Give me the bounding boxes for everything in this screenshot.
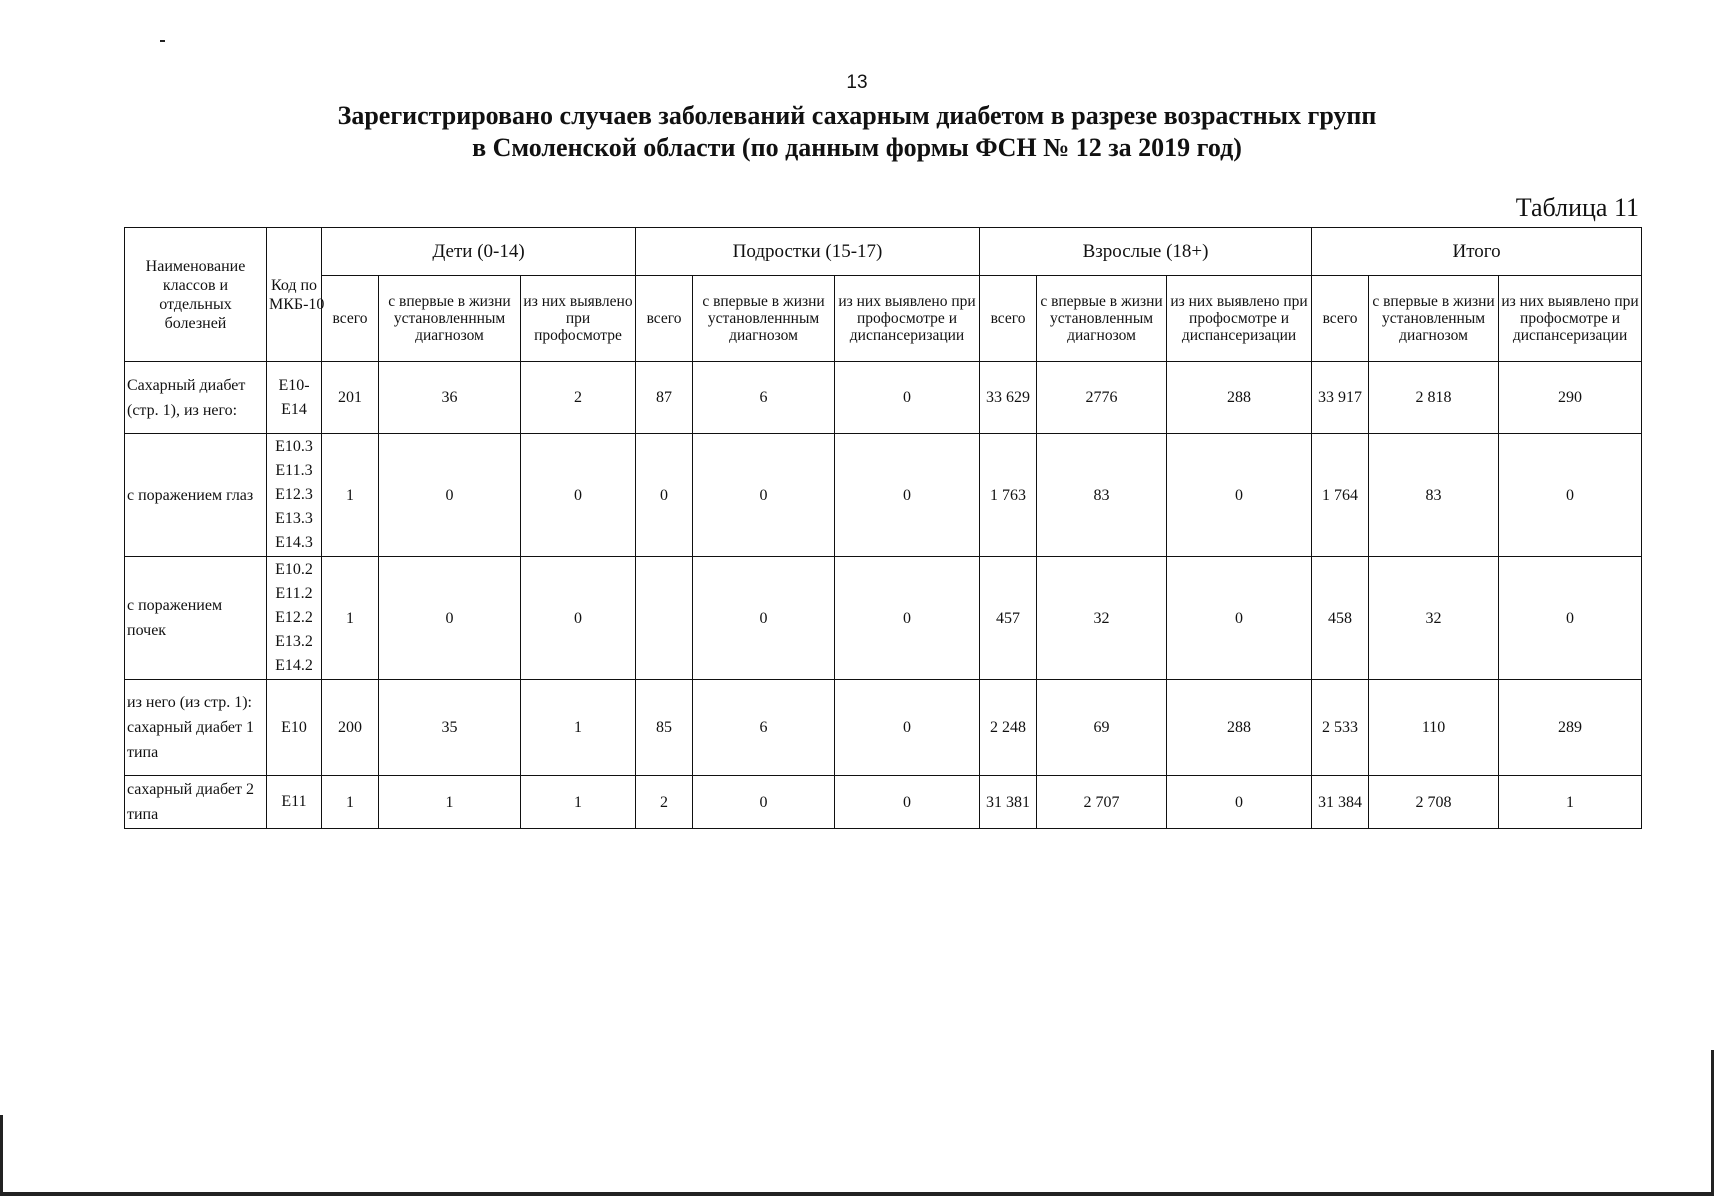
cell-value: 0 bbox=[835, 680, 980, 776]
header-icd-code: Код по МКБ-10 bbox=[267, 228, 322, 362]
table-row bbox=[125, 776, 1642, 829]
header-adults-first-time: с впервые в жизни установленным диагнозом bbox=[1037, 276, 1167, 362]
table-header-row-subcolumns bbox=[125, 276, 1642, 362]
scan-edge-bottom bbox=[0, 1192, 1714, 1196]
cell-value: 87 bbox=[636, 362, 693, 434]
cell-value: 31 384 bbox=[1312, 776, 1369, 829]
document-title-line-2: в Смоленской области (по данным формы ФСН № 12 за 2019 год) bbox=[472, 133, 1242, 162]
cell-value: 6 bbox=[693, 680, 835, 776]
cell-value: 1 bbox=[1499, 776, 1642, 829]
cell-value: 0 bbox=[1499, 434, 1642, 557]
cell-value: 0 bbox=[379, 434, 521, 557]
cell-value: 69 bbox=[1037, 680, 1167, 776]
table-header-row-groups bbox=[125, 228, 1642, 276]
cell-value: 1 bbox=[322, 434, 379, 557]
diabetes-statistics-table bbox=[124, 227, 1642, 829]
header-children-total: всего bbox=[322, 276, 379, 362]
cell-value: 2 818 bbox=[1369, 362, 1499, 434]
cell-value: 83 bbox=[1369, 434, 1499, 557]
table-row bbox=[125, 557, 1642, 680]
cell-value: 2 707 bbox=[1037, 776, 1167, 829]
cell-value: 0 bbox=[1167, 557, 1312, 680]
row-icd-code: E10 bbox=[267, 680, 322, 776]
header-total-total: всего bbox=[1312, 276, 1369, 362]
cell-value: 0 bbox=[1499, 557, 1642, 680]
row-disease-name: с поражением глаз bbox=[125, 434, 267, 557]
document-title-line-1: Зарегистрировано случаев заболеваний сахарным диабетом в разрезе возрастных групп bbox=[337, 101, 1377, 130]
header-children-detected: из них выявлено при профосмотре bbox=[521, 276, 636, 362]
cell-value: 1 bbox=[521, 680, 636, 776]
header-group-total: Итого bbox=[1312, 228, 1642, 276]
cell-value: 0 bbox=[693, 434, 835, 557]
cell-value: 1 763 bbox=[980, 434, 1037, 557]
cell-value: 457 bbox=[980, 557, 1037, 680]
cell-value: 201 bbox=[322, 362, 379, 434]
cell-value: 35 bbox=[379, 680, 521, 776]
cell-value: 1 bbox=[322, 776, 379, 829]
document-title bbox=[0, 100, 1714, 164]
row-disease-name: Сахарный диабет (стр. 1), из него: bbox=[125, 362, 267, 434]
cell-value: 2 708 bbox=[1369, 776, 1499, 829]
header-group-adults: Взрослые (18+) bbox=[980, 228, 1312, 276]
cell-value: 0 bbox=[379, 557, 521, 680]
cell-value: 6 bbox=[693, 362, 835, 434]
header-group-adolescents: Подростки (15-17) bbox=[636, 228, 980, 276]
cell-value: 288 bbox=[1167, 680, 1312, 776]
cell-value: 0 bbox=[693, 776, 835, 829]
cell-value: 2 248 bbox=[980, 680, 1037, 776]
header-total-detected: из них выявлено при профосмотре и диспансеризации bbox=[1499, 276, 1642, 362]
cell-value: 0 bbox=[521, 434, 636, 557]
cell-value: 200 bbox=[322, 680, 379, 776]
cell-value: 0 bbox=[693, 557, 835, 680]
cell-value: 33 629 bbox=[980, 362, 1037, 434]
cell-value bbox=[636, 557, 693, 680]
cell-value: 2 533 bbox=[1312, 680, 1369, 776]
cell-value: 289 bbox=[1499, 680, 1642, 776]
scan-edge-left bbox=[0, 1115, 3, 1195]
row-icd-code: E11 bbox=[267, 776, 322, 829]
row-disease-name: сахарный диабет 2 типа bbox=[125, 776, 267, 829]
cell-value: 0 bbox=[636, 434, 693, 557]
header-adolescents-detected: из них выявлено при профосмотре и диспансеризации bbox=[835, 276, 980, 362]
cell-value: 288 bbox=[1167, 362, 1312, 434]
header-adolescents-first-time: с впервые в жизни установленнным диагнозом bbox=[693, 276, 835, 362]
cell-value: 85 bbox=[636, 680, 693, 776]
header-adolescents-total: всего bbox=[636, 276, 693, 362]
cell-value: 0 bbox=[1167, 434, 1312, 557]
row-disease-name: из него (из стр. 1): сахарный диабет 1 типа bbox=[125, 680, 267, 776]
cell-value: 1 bbox=[521, 776, 636, 829]
cell-value: 0 bbox=[835, 557, 980, 680]
header-total-first-time: с впервые в жизни установленным диагнозом bbox=[1369, 276, 1499, 362]
cell-value: 110 bbox=[1369, 680, 1499, 776]
header-disease-name: Наименование классов и отдельных болезней bbox=[125, 228, 267, 362]
table-row bbox=[125, 362, 1642, 434]
header-adults-detected: из них выявлено при профосмотре и диспансеризации bbox=[1167, 276, 1312, 362]
scan-speck bbox=[160, 40, 165, 42]
cell-value: 458 bbox=[1312, 557, 1369, 680]
table-row bbox=[125, 434, 1642, 557]
cell-value: 1 bbox=[322, 557, 379, 680]
cell-value: 0 bbox=[835, 362, 980, 434]
cell-value: 2776 bbox=[1037, 362, 1167, 434]
cell-value: 0 bbox=[1167, 776, 1312, 829]
page-number: 13 bbox=[846, 72, 868, 93]
header-children-first-time: с впервые в жизни установленнным диагнозом bbox=[379, 276, 521, 362]
header-group-children: Дети (0-14) bbox=[322, 228, 636, 276]
row-icd-code: E10.3 E11.3 E12.3 E13.3 E14.3 bbox=[267, 434, 322, 557]
cell-value: 2 bbox=[636, 776, 693, 829]
table-row bbox=[125, 680, 1642, 776]
cell-value: 32 bbox=[1369, 557, 1499, 680]
cell-value: 36 bbox=[379, 362, 521, 434]
row-icd-code: E10-E14 bbox=[267, 362, 322, 434]
cell-value: 32 bbox=[1037, 557, 1167, 680]
cell-value: 0 bbox=[835, 776, 980, 829]
header-adults-total: всего bbox=[980, 276, 1037, 362]
cell-value: 290 bbox=[1499, 362, 1642, 434]
cell-value: 0 bbox=[521, 557, 636, 680]
cell-value: 2 bbox=[521, 362, 636, 434]
table-label: Таблица 11 bbox=[1515, 193, 1639, 222]
cell-value: 0 bbox=[835, 434, 980, 557]
row-icd-code: E10.2 E11.2 E12.2 E13.2 E14.2 bbox=[267, 557, 322, 680]
cell-value: 83 bbox=[1037, 434, 1167, 557]
cell-value: 1 764 bbox=[1312, 434, 1369, 557]
cell-value: 31 381 bbox=[980, 776, 1037, 829]
row-disease-name: с поражением почек bbox=[125, 557, 267, 680]
cell-value: 33 917 bbox=[1312, 362, 1369, 434]
cell-value: 1 bbox=[379, 776, 521, 829]
